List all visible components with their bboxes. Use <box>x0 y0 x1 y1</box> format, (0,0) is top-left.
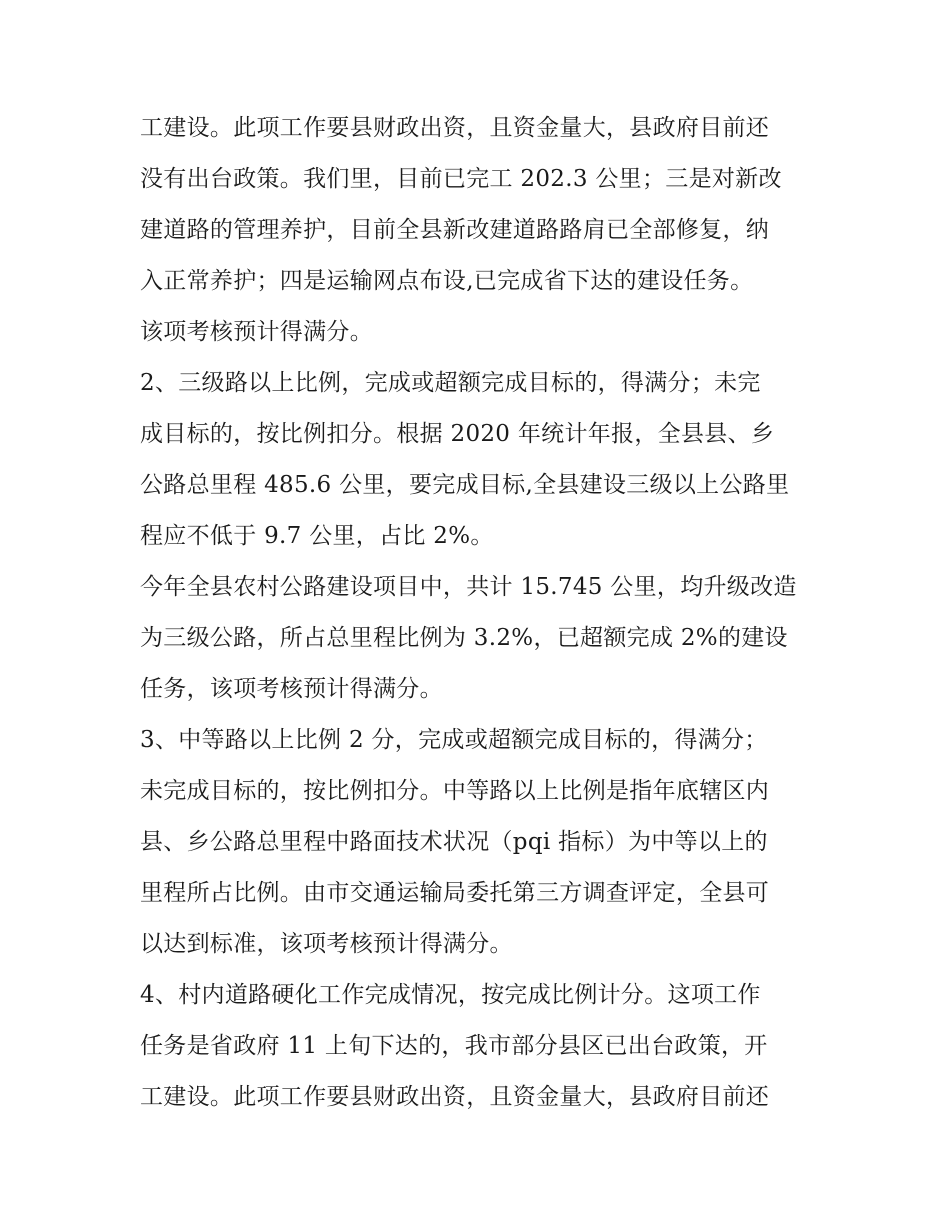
text-line: 4、村内道路硬化工作完成情况，按完成比例计分。这项工作 <box>140 982 761 1008</box>
text-line: 里程所占比例。由市交通运输局委托第三方调查评定，全县可 <box>140 880 770 906</box>
text-line: 任务是省政府 11 上旬下达的，我市部分县区已出台政策，开 <box>140 1033 768 1059</box>
text-line: 入正常养护；四是运输网点布设,已完成省下达的建设任务。 <box>140 268 754 294</box>
text-line: 2、三级路以上比例，完成或超额完成目标的，得满分；未完 <box>140 370 761 396</box>
text-line: 程应不低于 9.7 公里，占比 2%。 <box>140 523 494 549</box>
text-line: 建道路的管理养护，目前全县新改建道路路肩已全部修复，纳 <box>140 217 770 243</box>
document-body <box>140 103 820 1123</box>
text-line: 为三级公路，所占总里程比例为 3.2%，已超额完成 2%的建设 <box>140 625 788 651</box>
text-line: 该项考核预计得满分。 <box>140 319 373 345</box>
text-line: 以达到标准，该项考核预计得满分。 <box>140 931 513 957</box>
text-line: 没有出台政策。我们里，目前已完工 202.3 公里；三是对新改 <box>140 166 782 192</box>
text-line: 未完成目标的，按比例扣分。中等路以上比例是指年底辖区内 <box>140 778 770 804</box>
text-line: 工建设。此项工作要县财政出资，且资金量大，县政府目前还 <box>140 115 770 141</box>
text-line: 3、中等路以上比例 2 分，完成或超额完成目标的，得满分； <box>140 727 768 753</box>
text-line: 成目标的，按比例扣分。根据 2020 年统计年报，全县县、乡 <box>140 421 775 447</box>
text-line: 工建设。此项工作要县财政出资，且资金量大，县政府目前还 <box>140 1084 770 1110</box>
text-line: 县、乡公路总里程中路面技术状况（pqi 指标）为中等以上的 <box>140 829 768 855</box>
text-line: 公路总里程 485.6 公里，要完成目标,全县建设三级以上公路里 <box>140 472 790 498</box>
text-line: 任务，该项考核预计得满分。 <box>140 676 443 702</box>
text-line: 今年全县农村公路建设项目中，共计 15.745 公里，均升级改造 <box>140 574 797 600</box>
